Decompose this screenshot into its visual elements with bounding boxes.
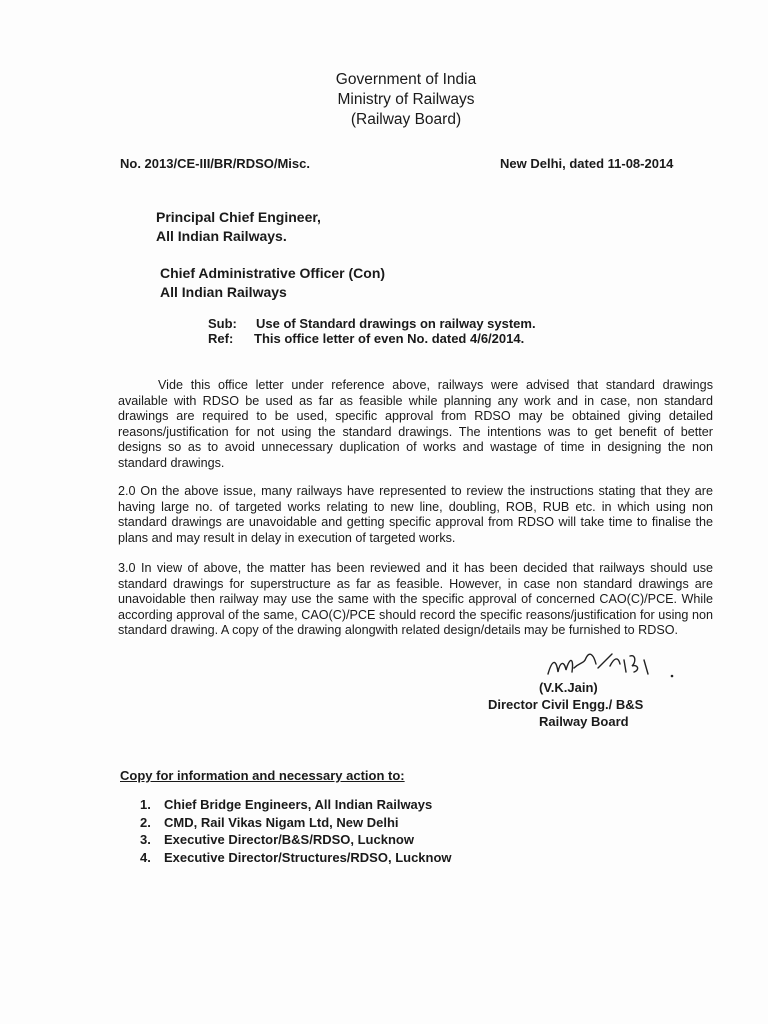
addressee-2 bbox=[160, 264, 385, 302]
signatory-office: Railway Board bbox=[539, 714, 629, 729]
ref-text: This office letter of even No. dated 4/6/2014. bbox=[254, 331, 525, 346]
list-item bbox=[140, 814, 452, 832]
subject-label: Sub: bbox=[208, 316, 237, 331]
list-item-text: CMD, Rail Vikas Nigam Ltd, New Delhi bbox=[164, 814, 399, 830]
letter-number: No. 2013/CE-III/BR/RDSO/Misc. bbox=[120, 156, 310, 171]
list-item-text: Executive Director/Structures/RDSO, Lucknow bbox=[164, 849, 452, 865]
signatory-name: (V.K.Jain) bbox=[539, 680, 598, 695]
header-ministry: Ministry of Railways bbox=[337, 91, 475, 108]
list-item-number: 2. bbox=[140, 814, 151, 830]
list-item-number: 1. bbox=[140, 797, 151, 812]
paragraph-2: 2.0 On the above issue, many railways have represented to review the instructions stating that they are having large no. of targeted works relating to new line, doubling, ROB, RUB etc. in which using non standard drawings are unavoidable and getting specific approval from RDSO will take time to finalise the plans and may result in delay in execution of targeted works. bbox=[118, 484, 713, 545]
addressee-1-line-2: All Indian Railways. bbox=[156, 228, 287, 244]
paragraph-1: Vide this office letter under reference above, railways were advised that standard drawings available with RDSO be used as far as feasible while planning any work and in case, non standard drawings are required to be used, specific approval from RDSO may be obtained giving detailed reasons/justification for not using the standard drawings. The intentions was to get benefit of better designs so as to avoid unnecessary duplication of works and wastage of time in designing the non standard drawings. bbox=[118, 378, 713, 470]
addressee-1-line-1: Principal Chief Engineer, bbox=[156, 209, 321, 225]
paragraph-3: 3.0 In view of above, the matter has been reviewed and it has been decided that railways should use standard drawings for superstructure as far as feasible. However, in case non standard drawings are unavoidable then railway may use the same with the specific approval of concerned CAO(C)/PCE. While according approval of the same, CAO(C)/PCE should record the specific reasons/justification for using non standard drawing. A copy of the drawing alongwith related design/details may be furnished to RDSO. bbox=[118, 561, 713, 638]
ref-label: Ref: bbox=[208, 331, 234, 346]
list-item-text: Chief Bridge Engineers, All Indian Railways bbox=[164, 797, 433, 812]
header-board: (Railway Board) bbox=[350, 111, 462, 128]
list-item-number: 4. bbox=[140, 849, 151, 865]
list-item-number: 3. bbox=[140, 832, 151, 847]
list-item bbox=[140, 831, 452, 849]
list-item bbox=[140, 796, 452, 814]
copy-list bbox=[140, 796, 452, 866]
addressee-2-line-1: Chief Administrative Officer (Con) bbox=[160, 265, 386, 281]
handwritten-signature bbox=[540, 646, 680, 682]
list-item bbox=[140, 849, 452, 867]
copy-heading: Copy for information and necessary action to: bbox=[120, 768, 405, 783]
place-date: New Delhi, dated 11-08-2014 bbox=[500, 156, 674, 171]
signatory-designation: Director Civil Engg./ B&S bbox=[488, 697, 644, 712]
header-government: Government of India bbox=[335, 71, 477, 88]
list-item-text: Executive Director/B&S/RDSO, Lucknow bbox=[164, 832, 414, 847]
addressee-2-line-2: All Indian Railways bbox=[160, 284, 287, 300]
subject-text: Use of Standard drawings on railway system. bbox=[256, 316, 536, 331]
addressee-1 bbox=[156, 208, 321, 246]
